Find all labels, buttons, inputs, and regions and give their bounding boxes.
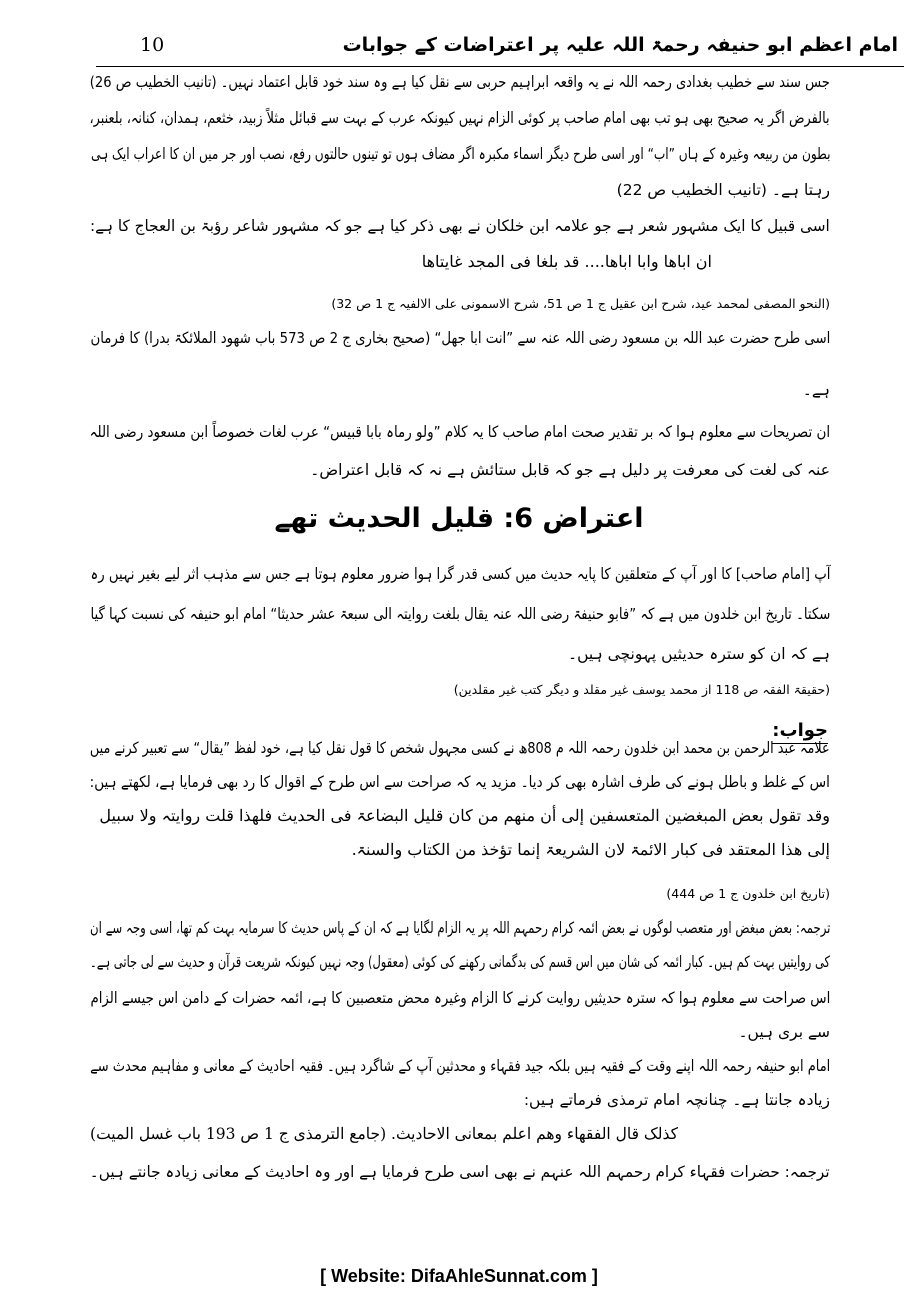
book-title: امام اعظم ابو حنیفہ رحمۃ اللہ علیہ پر اعتراضات کے جوابات: [342, 34, 898, 56]
arabic-quote: کذلک قال الفقھاء وھم اعلم بمعانی الاحادیث. (جامع الترمذی ج 1 ص 193 باب غسل المیت): [90, 1124, 678, 1143]
section-heading: اعتراض 6: قلیل الحدیث تھے: [274, 503, 644, 534]
translation-line: کی روایتیں بہت کم ہیں۔ کبار ائمہ کی شان میں اس قسم کی بدگمانی رکھنے کی کوئی (معقول) وجہ نہیں کیونکہ شریعت قرآن و حدیث سے لی جاتی ہے۔: [89, 953, 830, 971]
text-line: بالفرض اگر یہ صحیح بھی ہو تب بھی امام صاحب پر کوئی الزام نہیں کیونکہ عرب کے بہت سے قبائل مثلاً زبید، خثعم، ہمدان، کنانہ، بلعنبر،: [89, 109, 830, 127]
arabic-quote-line: إلی ھذا المعتقد فی کبار الائمۃ لان الشریعۃ إنما تؤخذ من الکتاب والسنۃ.: [351, 840, 830, 859]
reference: (النحو المصفی لمحمد عید، شرح ابن عقیل ج 1 ص 51، شرح الاسمونی علی الالفیہ ج 1 ص 32): [331, 296, 830, 311]
translation-line: ترجمہ: بعض مبغض اور متعصب لوگوں نے بعض ائمہ کرام رحمہم اللہ پر یہ الزام لگایا ہے کہ ان کے پاس حدیث کا سرمایہ بہت کم تھا، اسی وجہ سے ان: [89, 919, 830, 937]
text-line: عنہ کی لغت کی معرفت پر دلیل ہے جو کہ قابل ستائش ہے نہ کہ قابل اعتراض۔: [310, 461, 830, 479]
text-line: ہے۔: [802, 381, 830, 399]
arabic-verse: ان اباھا وابا اباھا.... قد بلغا فی المجد غایتاھا: [421, 252, 712, 271]
text-line: رہتا ہے۔ (تانیب الخطیب ص 22): [616, 181, 830, 199]
text-line: علامہ عبد الرحمن بن محمد ابن خلدون رحمہ اللہ م 808ھ نے کسی مجہول شخص کا قول نقل کیا ہے، خود لفظ ”یقال“ سے تعبیر کرنے میں: [90, 739, 830, 757]
text-line: زیادہ جانتا ہے۔ چنانچہ امام ترمذی فرماتے ہیں:: [523, 1091, 830, 1109]
text-line: بطون من ربیعہ وغیرہ کے ہاں ”اب“ اور اسی طرح دیگر اسماء مکبرہ اگر مضاف ہوں تو تینوں حالتوں رفع، نصب اور جر میں ان کا اعراب ایک ہی: [90, 145, 830, 163]
text-line: سے بری ہیں۔: [738, 1023, 830, 1041]
arabic-quote-line: وقد تقول بعض المبغضین المتعسفین إلی أن منھم من کان قلیل البضاعۃ فی الحدیث فلھذا قلت روایتہ ولا سبیل: [99, 806, 830, 825]
translation-line: ترجمہ: حضرات فقہاء کرام رحمہم اللہ عنہم نے بھی اسی طرح فرمایا ہے اور وہ احادیث کے معانی زیادہ جانتے ہیں۔: [90, 1163, 830, 1181]
answer-heading: جواب:: [772, 720, 828, 744]
reference: (حقیقۃ الفقہ ص 118 از محمد یوسف غیر مقلد و دیگر کتب غیر مقلدین): [453, 682, 830, 697]
text-line: امام ابو حنیفہ رحمہ اللہ اپنے وقت کے فقیہ ہیں بلکہ جید فقہاء و محدثین آپ کے شاگرد ہیں۔ فقیہ احادیث کے معانی و مفاہیم محدث سے: [89, 1057, 830, 1075]
website-footer: [ Website: DifaAhleSunnat.com ]: [320, 1266, 598, 1286]
text-line: ہے کہ ان کو سترہ حدیثیں پہونچی ہیں۔: [568, 645, 830, 663]
text-line: اسی طرح حضرت عبد اللہ بن مسعود رضی اللہ عنہ سے ”انت ابا جھل“ (صحیح بخاری ج 2 ص 573 باب شھود الملائکۃ بدرا) کا فرمان: [90, 329, 830, 347]
text-line: سکتا۔ تاریخ ابن خلدون میں ہے کہ ”فابو حنیفۃ رضی اللہ عنہ یقال بلغت روایتہ الی سبعۃ عشر حدیثا“ امام ابو حنیفہ کی نسبت کہا گیا: [90, 605, 830, 623]
text-line: اس کے غلط و باطل ہونے کی طرف اشارہ بھی کر دیا۔ مزید یہ کہ صراحت سے اس طرح کے اقوال کا رد بھی فرمایا ہے، لکھتے ہیں:: [89, 773, 830, 791]
text-line: آپ [امام صاحب] کا اور آپ کے متعلقین کا پایہ حدیث میں کسی قدر گرا ہوا ضرور معلوم ہوتا ہے جس سے مذہب اثر لیے بغیر نہیں رہ: [90, 565, 830, 583]
text-line: اسی قبیل کا ایک مشہور شعر ہے جو علامہ ابن خلکان نے بھی ذکر کیا ہے جو کہ مشہور شاعر رؤبۃ بن العجاج کا ہے:: [90, 217, 830, 235]
text-line: جس سند سے خطیب بغدادی رحمہ اللہ نے یہ واقعہ ابراہیم حربی سے نقل کیا ہے وہ سند خود قابل اعتماد نہیں۔ (تانیب الخطیب ص 26): [89, 73, 830, 91]
text-line: اس صراحت سے معلوم ہوا کہ سترہ حدیثیں روایت کرنے کا الزام وغیرہ محض متعصبین کا ہے، ائمہ حضرات کے دامن اس جیسے الزام: [90, 989, 830, 1007]
page-number: 10: [140, 34, 165, 56]
reference: (تاریخ ابن خلدون ج 1 ص 444): [666, 886, 830, 901]
page-header: [96, 32, 904, 67]
text-line: ان تصریحات سے معلوم ہوا کہ بر تقدیر صحت امام صاحب کا یہ کلام ”ولو رماہ بابا قبیس“ عرب لغات خصوصاً ابن مسعود رضی اللہ: [89, 423, 830, 441]
